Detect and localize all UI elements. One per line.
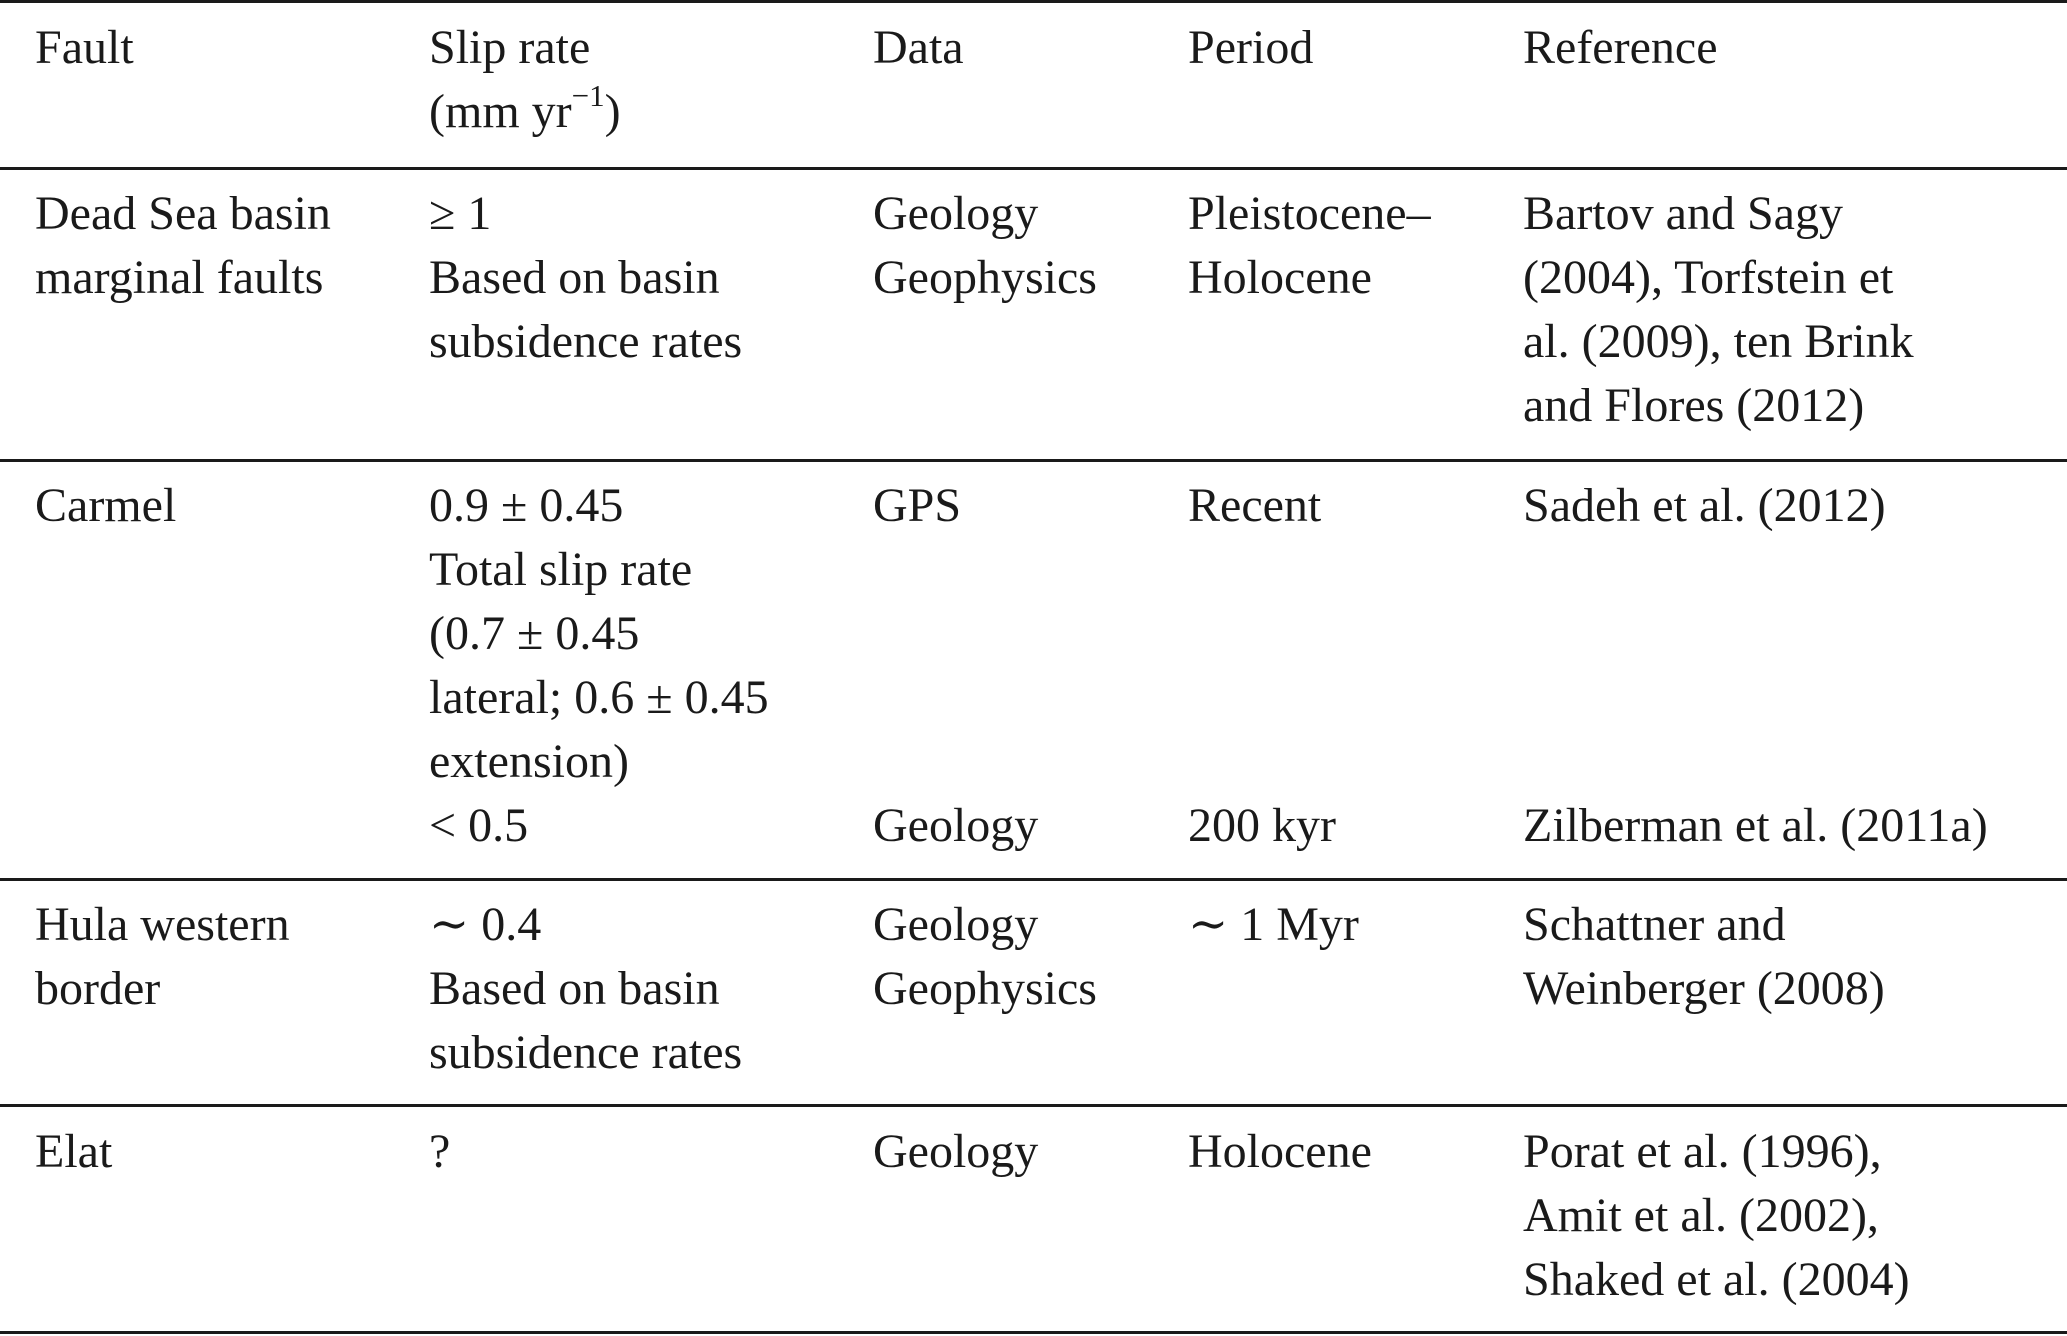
reference-cell: Sadeh et al. (2012) <box>1523 479 1886 532</box>
sub-slip-rate: < 0.5 <box>429 799 529 852</box>
reference-cell: Bartov and Sagy (2004), Torfstein et al. (2009), ten Brink and Flores (2012) <box>1523 187 1914 432</box>
fault-cell: Hula western border <box>35 898 290 1015</box>
row-divider <box>0 459 2067 462</box>
reference-cell: Schattner and Weinberger (2008) <box>1523 898 1885 1015</box>
period-cell: ∼ 1 Myr <box>1188 898 1359 951</box>
header-data: Data <box>873 21 964 74</box>
period-cell: Pleistocene– Holocene <box>1188 187 1431 304</box>
period-cell: Holocene <box>1188 1125 1372 1178</box>
row-divider <box>0 878 2067 881</box>
slip-rate-cell: ? <box>429 1125 451 1178</box>
sub-reference-cell: Zilberman et al. (2011a) <box>1523 799 1988 852</box>
period-cell: Recent <box>1188 479 1322 532</box>
row-divider <box>0 1104 2067 1107</box>
top-rule <box>0 0 2067 3</box>
data-cell: Geology <box>873 1125 1039 1178</box>
bottom-rule <box>0 1331 2067 1334</box>
slip-rate-cell: 0.9 ± 0.45 Total slip rate (0.7 ± 0.45 lateral; 0.6 ± 0.45 extension) < 0.5 <box>429 474 769 858</box>
header-fault: Fault <box>35 21 134 74</box>
fault-cell: Dead Sea basin marginal faults <box>35 187 331 304</box>
header-slip-rate: Slip rate (mm $yr^{-1}$) <box>429 21 621 138</box>
sub-data-cell: Geology <box>873 799 1039 852</box>
header-rule <box>0 167 2067 170</box>
data-cell: GPS <box>873 479 962 532</box>
fault-cell: Elat <box>35 1125 113 1178</box>
fault-cell: Carmel <box>35 479 177 532</box>
slip-rate-cell: ∼ 0.4 Based on basin subsidence rates <box>429 898 743 1079</box>
data-cell: Geology Geophysics <box>873 898 1097 1015</box>
sub-period-cell: 200 kyr <box>1188 799 1336 852</box>
header-reference: Reference <box>1523 21 1718 74</box>
data-cell: Geology Geophysics <box>873 187 1097 304</box>
reference-cell: Porat et al. (1996), Amit et al. (2002), Shaked et al. (2004) <box>1523 1125 1910 1306</box>
header-period: Period <box>1188 21 1314 74</box>
slip-rate-cell: ≥ 1 Based on basin subsidence rates <box>429 187 743 368</box>
